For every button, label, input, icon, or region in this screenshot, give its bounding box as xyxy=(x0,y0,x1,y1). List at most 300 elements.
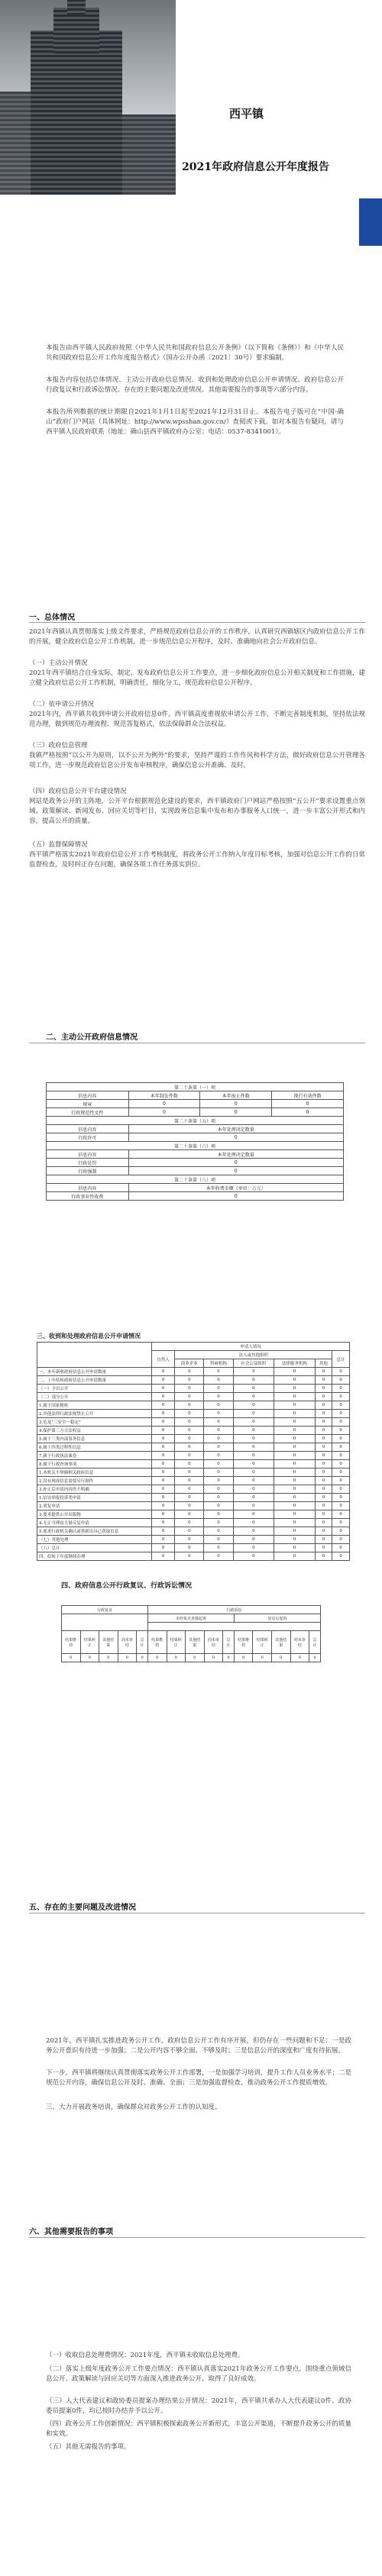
row-label: 4.保护第三方合法权益 xyxy=(37,1427,152,1435)
table-cell: 0 xyxy=(274,1494,316,1502)
table-row xyxy=(37,1435,350,1443)
table-cell: 行政事业性收费 xyxy=(47,1192,129,1201)
col-header: 其他 xyxy=(315,1359,332,1368)
row-label: 1.信访举报投诉类申请 xyxy=(37,1494,152,1502)
table-row xyxy=(37,1418,350,1427)
table-cell: 0 xyxy=(152,1410,175,1418)
table-cell: 0 xyxy=(315,1502,332,1510)
table-cell: 0 xyxy=(147,1654,167,1662)
table-cell: 0 xyxy=(332,1460,350,1469)
table-cell: 0 xyxy=(315,1452,332,1460)
table-cell: 0 xyxy=(274,1460,316,1469)
col-header: 总计 xyxy=(137,1631,148,1654)
section-5-heading: 五、存在的主要问题及改进情况 xyxy=(29,1904,136,1912)
table-cell: 0 xyxy=(152,1469,175,1477)
table-cell: 0 xyxy=(167,1654,186,1662)
table-cell: 0 xyxy=(204,1485,233,1494)
table-cell: 0 xyxy=(233,1443,274,1452)
table-cell: 0 xyxy=(204,1368,233,1376)
table-cell: 0 xyxy=(152,1435,175,1443)
table-cell: 0 xyxy=(152,1401,175,1410)
table-cell: 0 xyxy=(204,1544,233,1552)
cover-town-name: 西平镇 xyxy=(229,107,264,121)
table-cell: 0 xyxy=(332,1510,350,1519)
table-cell: 0 xyxy=(332,1385,350,1393)
section-1-para-2: 2021年内，西平镇共收到申请公开政府信息0件。西平镇高度重视依申请公开工作，不断完善制度机制，坚持依法规范办理，做到规范办理流程、规范答复格式，依法保障群众合法权益。 xyxy=(29,711,365,728)
section-1-para-1: 2021年西平镇结合自身实际，制定、发布政府信息公开工作要点，进一步细化政府信息公开相关制度和工作措施，建立健全政府信息公开工作机制，明确责任，细化分工，规范政府信息公开程序。 xyxy=(29,669,365,687)
table-cell: 0 xyxy=(175,1393,204,1401)
col-header: 本年处理决定数量 xyxy=(128,1150,343,1159)
row-label: 2.没有现成信息需要另行制作 xyxy=(37,1477,152,1485)
table-row xyxy=(37,1544,350,1552)
table-cell: 0 xyxy=(175,1385,204,1393)
table-cell: 0 xyxy=(233,1485,274,1494)
intro-paragraph-3: 本报告所列数据的统计期限自2021年1月1日起至2021年12月31日止。本报告电子版可在“中国·确山”政府门户网站（具体网址：http://www.wpsshan.gov.cn/）查阅或下载。如对本报告有疑问，请与西平镇人民政府联系（地址：确山县西平镇政府办公室；电话：0537-8341001）。 xyxy=(46,408,344,436)
table-cell: 0 xyxy=(274,1393,316,1401)
table-cell: 0 xyxy=(315,1460,332,1469)
row-label: 8.属于行政查询事项 xyxy=(37,1460,152,1469)
table-cell: 0 xyxy=(315,1393,332,1401)
table-cell: 0 xyxy=(152,1427,175,1435)
table-cell: 0 xyxy=(204,1552,233,1561)
table-row xyxy=(37,1452,350,1460)
table-cell: 0 xyxy=(332,1544,350,1552)
col-header: 本年处理决定数量 xyxy=(128,1125,343,1133)
table-cell: 0 xyxy=(204,1443,233,1452)
table-cell: 0 xyxy=(315,1477,332,1485)
table-row xyxy=(37,1477,350,1485)
table-cell: 0 xyxy=(233,1544,274,1552)
col-header-group: 行政诉讼 xyxy=(147,1606,320,1614)
table-cell: 0 xyxy=(253,1654,272,1662)
table-cell: 0 xyxy=(332,1443,350,1452)
table-cell: 0 xyxy=(274,1376,316,1385)
section-5-para-1: 2021年，西平镇扎实推进政务公开工作，政府信息公开工作有序开展，但仍存在一些问题和不足：一是政务公开意识有待进一步加强；二是公开内容不够全面、不够及时；三是信息公开的深度和广度有待拓展。 xyxy=(46,2037,351,2055)
table-cell: 0 xyxy=(274,1401,316,1410)
row-label: 6.属于四类过程性信息 xyxy=(37,1443,152,1452)
table-cell: 规章 xyxy=(47,1100,129,1108)
table-cell: 0 xyxy=(204,1401,233,1410)
table2-block1-head: 第二十条第（一）项 xyxy=(47,1083,344,1091)
table-cell: 0 xyxy=(233,1401,274,1410)
table-cell: 0 xyxy=(332,1401,350,1410)
table-cell: 0 xyxy=(152,1519,175,1527)
table-cell: 0 xyxy=(274,1536,316,1544)
table-cell: 0 xyxy=(332,1469,350,1477)
row-label: 二、上年结转政府信息公开申请数量 xyxy=(37,1376,152,1385)
table-row xyxy=(37,1502,350,1510)
table-cell: 0 xyxy=(175,1443,204,1452)
table-row xyxy=(37,1443,350,1452)
table-cell: 0 xyxy=(274,1519,316,1527)
table-cell: 0 xyxy=(204,1502,233,1510)
table4-spacer xyxy=(147,1623,320,1631)
col-header-group: 未经复议直接起诉 xyxy=(147,1614,234,1623)
col-header: 总计 xyxy=(332,1351,350,1368)
table-cell: 0 xyxy=(175,1410,204,1418)
table-cell: 0 xyxy=(233,1527,274,1536)
section-6-para-5: （五）其他无需报告的事项。 xyxy=(46,2443,131,2451)
table-cell: 0 xyxy=(332,1485,350,1494)
table-cell: 0 xyxy=(80,1654,99,1662)
col-header: 本年收费金额（单位：万元） xyxy=(128,1184,343,1192)
section-6-para-2: （二）落实上级年度政务公开工作要点情况：西平镇认真落实2021年政务公开工作要点，围绕重点领域信息公开、政策解读与回应关切等方面深入推进政务公开，取得了良好成效。 xyxy=(46,2365,351,2383)
table-cell: 0 xyxy=(204,1460,233,1469)
table-cell: 0 xyxy=(233,1494,274,1502)
table-cell: 0 xyxy=(332,1477,350,1485)
table-cell: 0 xyxy=(152,1510,175,1519)
col-header: 本年废止件数 xyxy=(200,1091,272,1100)
table-cell: 0 xyxy=(204,1510,233,1519)
table2-block4-head: 第二十条第（八）项 xyxy=(47,1175,344,1184)
intro-paragraph-1: 本报告由西平镇人民政府按照《中华人民共和国政府信息公开条例》（以下简称《条例》）和《中华人民共和国政府信息公开工作年度报告格式》（国办公开办函〔2021〕30号）要求编制。 xyxy=(46,344,344,362)
col-header: 结果纠正 xyxy=(253,1631,272,1654)
table4-empty-cell xyxy=(62,1614,148,1631)
table-cell: 0 xyxy=(204,1527,233,1536)
table-row xyxy=(37,1552,350,1561)
col-header: 信息内容 xyxy=(47,1091,129,1100)
table3-corner xyxy=(37,1343,152,1368)
table-cell: 0 xyxy=(62,1654,81,1662)
col-header: 尚未审结 xyxy=(204,1631,223,1654)
table-cell: 0 xyxy=(233,1410,274,1418)
table-cell: 0 xyxy=(332,1452,350,1460)
table-cell: 0 xyxy=(315,1469,332,1477)
table-cell: 0 xyxy=(175,1452,204,1460)
table-cell: 0 xyxy=(128,1108,200,1117)
table-cell: 0 xyxy=(204,1654,223,1662)
row-label: 3.要求提供公开出版物 xyxy=(37,1510,152,1519)
section-1-heading: 一、总体情况 xyxy=(29,614,75,622)
section-1-sub-1: （一）主动公开情况 xyxy=(29,659,88,667)
table-cell: 行政规范性文件 xyxy=(47,1108,129,1117)
section-1-para-3: 我镇严格按照“以公开为原则，以不公开为例外”的要求，坚持严谨的工作作风和科学方法，做好政府信息公开管理各项工作，进一步规范政府信息公开发布审核程序，确保信息公开准确、及时。 xyxy=(29,752,365,769)
table-cell: 0 xyxy=(274,1477,316,1485)
table-cell: 0 xyxy=(315,1544,332,1552)
row-label: 1.属于国家秘密 xyxy=(37,1401,152,1410)
cover-accent-bar xyxy=(359,198,382,246)
table-cell: 0 xyxy=(332,1393,350,1401)
table-cell: 行政处罚 xyxy=(47,1159,129,1167)
table-cell: 0 xyxy=(233,1519,274,1527)
table-cell: 0 xyxy=(204,1469,233,1477)
table-cell: 0 xyxy=(175,1502,204,1510)
col-header-group: 法人或其他组织 xyxy=(175,1351,332,1359)
table3-header-top: 申请人情况 xyxy=(152,1343,350,1351)
table-cell: 0 xyxy=(204,1435,233,1443)
row-label: 1.本机关不掌握相关政府信息 xyxy=(37,1469,152,1477)
table-cell: 0 xyxy=(315,1519,332,1527)
table-cell: 0 xyxy=(332,1435,350,1443)
table-cell: 0 xyxy=(175,1494,204,1502)
table-row xyxy=(37,1510,350,1519)
table-cell: 0 xyxy=(315,1443,332,1452)
table-cell: 0 xyxy=(332,1410,350,1418)
table-cell: 0 xyxy=(332,1494,350,1502)
table-cell: 0 xyxy=(274,1385,316,1393)
section-1-para-5: 西平镇严格落实2021年政府信息公开工作考核制度，将政务公开工作纳入年度目标考核，加强对信息公开工作的日常监督检查，及时纠正存在问题，确保各项工作任务落实到位。 xyxy=(29,851,365,869)
col-header: 其他结果 xyxy=(186,1631,205,1654)
col-header: 现行有效件数 xyxy=(272,1091,344,1100)
table-cell: 0 xyxy=(175,1376,204,1385)
table-cell: 0 xyxy=(234,1654,253,1662)
table-row xyxy=(37,1519,350,1527)
table-row xyxy=(37,1469,350,1477)
col-header: 尚未审结 xyxy=(290,1631,309,1654)
col-header: 信息内容 xyxy=(47,1150,129,1159)
table-cell: 0 xyxy=(315,1401,332,1410)
col-header: 尚未审结 xyxy=(118,1631,137,1654)
row-label: （八）总计 xyxy=(37,1544,152,1552)
table2-block3-head: 第二十条第（六）项 xyxy=(47,1142,344,1150)
cover-report-title: 2021年政府信息公开年度报告 xyxy=(182,161,329,173)
table-cell: 0 xyxy=(175,1469,204,1477)
divider xyxy=(29,2237,365,2238)
table-cell: 0 xyxy=(233,1427,274,1435)
table-cell: 0 xyxy=(152,1502,175,1510)
table-proactive-disclosure xyxy=(46,1082,344,1201)
table-cell: 0 xyxy=(233,1376,274,1385)
table-cell: 0 xyxy=(152,1544,175,1552)
table-cell: 0 xyxy=(332,1368,350,1376)
table-cell: 0 xyxy=(274,1410,316,1418)
table-cell: 0 xyxy=(175,1485,204,1494)
table-cell: 0 xyxy=(309,1654,321,1662)
table-cell: 0 xyxy=(274,1368,316,1376)
table-cell: 0 xyxy=(204,1427,233,1435)
col-header: 自然人 xyxy=(152,1351,175,1368)
divider xyxy=(29,622,365,623)
table-cell: 0 xyxy=(152,1527,175,1536)
table-cell: 0 xyxy=(274,1485,316,1494)
table-cell: 0 xyxy=(315,1376,332,1385)
table-cell: 0 xyxy=(233,1477,274,1485)
table-cell: 0 xyxy=(315,1510,332,1519)
table-cell: 0 xyxy=(332,1376,350,1385)
table-cell: 0 xyxy=(315,1552,332,1561)
row-label: （七）其他处理 xyxy=(37,1536,152,1544)
table-cell: 0 xyxy=(175,1536,204,1544)
table-cell: 0 xyxy=(315,1536,332,1544)
table-cell: 0 xyxy=(204,1477,233,1485)
col-header-group: 行政复议 xyxy=(62,1606,148,1614)
table-cell: 0 xyxy=(175,1435,204,1443)
row-label: （二）部分公开 xyxy=(37,1393,152,1401)
table-cell: 0 xyxy=(332,1427,350,1435)
table-cell: 0 xyxy=(332,1536,350,1544)
table-cell: 0 xyxy=(152,1460,175,1469)
col-header: 法律服务机构 xyxy=(274,1359,316,1368)
col-header: 信息内容 xyxy=(47,1125,129,1133)
table-cell: 0 xyxy=(204,1393,233,1401)
table-cell: 0 xyxy=(152,1452,175,1460)
row-label: 4.无正当理由大量反复申请 xyxy=(37,1519,152,1527)
table-cell: 0 xyxy=(332,1502,350,1510)
table-cell: 0 xyxy=(332,1527,350,1536)
table-cell: 0 xyxy=(137,1654,148,1662)
table-cell: 0 xyxy=(274,1443,316,1452)
table-cell: 0 xyxy=(175,1477,204,1485)
table-cell: 0 xyxy=(274,1452,316,1460)
col-header: 其他结果 xyxy=(99,1631,118,1654)
table-cell: 0 xyxy=(233,1460,274,1469)
row-label: 2.其他法律行政法规禁止公开 xyxy=(37,1410,152,1418)
table-cell: 0 xyxy=(152,1418,175,1427)
table-cell: 0 xyxy=(332,1418,350,1427)
table-cell: 0 xyxy=(315,1485,332,1494)
section-1-sub-3: （三）政府信息管理 xyxy=(29,742,88,750)
table-cell: 0 xyxy=(186,1654,205,1662)
col-header: 信息内容 xyxy=(47,1184,129,1192)
col-header: 结果纠正 xyxy=(80,1631,99,1654)
table-cell: 0 xyxy=(152,1536,175,1544)
table-cell: 0 xyxy=(233,1368,274,1376)
section-1-sub-2: （二）依申请公开情况 xyxy=(29,701,95,708)
section-1-lead: 2021年西镇认真贯彻落实上级文件要求，严格规范政府信息公开的工作秩序，认真研究西镇辖区内政府信息公开工作的开展，健全政府信息公开工作机制，进一步规范信息公开程序，及时、准确地向社会公开政府信息。 xyxy=(29,628,365,646)
table-cell: 0 xyxy=(274,1510,316,1519)
row-label: （一）予以公开 xyxy=(37,1385,152,1393)
row-label: 5.要求行政机关确认或重新出具已获取信息 xyxy=(37,1527,152,1536)
row-label: 四、结转下年度继续办理 xyxy=(37,1552,152,1561)
section-6-para-4: （四）政务公开工作创新情况：西平镇积极探索政务公开新形式，丰富公开渠道，不断提升政务公开的质量和实效。 xyxy=(46,2420,351,2438)
table-cell: 0 xyxy=(175,1401,204,1410)
table-cell: 0 xyxy=(152,1368,175,1376)
table-row xyxy=(37,1393,350,1401)
table-cell: 0 xyxy=(200,1100,272,1108)
table-row xyxy=(37,1368,350,1376)
row-label: 3.补正后申请内容仍不明确 xyxy=(37,1485,152,1494)
table-cell: 0 xyxy=(233,1418,274,1427)
cover xyxy=(0,0,382,195)
table-cell: 0 xyxy=(233,1510,274,1519)
table-cell: 0 xyxy=(274,1469,316,1477)
table-cell: 0 xyxy=(233,1469,274,1477)
cover-skyscraper-image xyxy=(0,0,176,195)
table-cell: 0 xyxy=(175,1368,204,1376)
table-cell: 0 xyxy=(274,1544,316,1552)
table-cell: 0 xyxy=(175,1427,204,1435)
table-cell: 0 xyxy=(204,1410,233,1418)
section-6-para-1: （一）收取信息处理费情况：2021年度，西平镇未收取信息处理费。 xyxy=(46,2352,244,2359)
table-cell: 0 xyxy=(274,1552,316,1561)
section-1-sub-5: （五）监督保障情况 xyxy=(29,841,88,849)
table-cell: 0 xyxy=(204,1376,233,1385)
col-header-group: 复议后起诉 xyxy=(234,1614,320,1623)
table-cell: 0 xyxy=(175,1527,204,1536)
row-label: 3.危及“三安全一稳定” xyxy=(37,1418,152,1427)
col-header: 结果维持 xyxy=(234,1631,253,1654)
row-label: 5.属于三类内部事务信息 xyxy=(37,1435,152,1443)
table-cell: 0 xyxy=(233,1536,274,1544)
table-cell: 0 xyxy=(152,1376,175,1385)
table-cell: 行政许可 xyxy=(47,1133,129,1142)
table-cell: 0 xyxy=(315,1435,332,1443)
table-cell: 0 xyxy=(152,1477,175,1485)
col-header: 科研机构 xyxy=(204,1359,233,1368)
col-header: 其他结果 xyxy=(272,1631,291,1654)
table-cell: 0 xyxy=(152,1485,175,1494)
table-cell: 0 xyxy=(128,1133,343,1142)
intro-paragraph-2: 本报告内容包括总体情况、主动公开政府信息情况、收到和处理政府信息公开申请情况、政府信息公开行政复议和行政诉讼情况、存在的主要问题及改进情况、其他需要报告的事项等六部分内容。 xyxy=(46,376,344,394)
table-cell: 0 xyxy=(175,1519,204,1527)
col-header: 结果纠正 xyxy=(167,1631,186,1654)
table-row xyxy=(37,1427,350,1435)
table-row xyxy=(37,1485,350,1494)
table-cell: 0 xyxy=(204,1519,233,1527)
table-cell: 0 xyxy=(233,1385,274,1393)
table-cell: 0 xyxy=(204,1536,233,1544)
table-cell: 0 xyxy=(315,1410,332,1418)
table-cell: 0 xyxy=(233,1435,274,1443)
table-row xyxy=(37,1401,350,1410)
table-cell: 0 xyxy=(274,1502,316,1510)
table-cell: 0 xyxy=(315,1527,332,1536)
table-cell: 0 xyxy=(128,1159,343,1167)
table-cell: 0 xyxy=(274,1435,316,1443)
table-row xyxy=(37,1376,350,1385)
row-label: 2.重复申请 xyxy=(37,1502,152,1510)
col-header: 商业企业 xyxy=(175,1359,204,1368)
col-header: 本年制发件数 xyxy=(128,1091,200,1100)
table-cell: 0 xyxy=(128,1192,343,1201)
col-header: 社会公益组织 xyxy=(233,1359,274,1368)
table-cell: 0 xyxy=(332,1552,350,1561)
table-cell: 0 xyxy=(272,1108,344,1117)
table-cell: 0 xyxy=(223,1654,235,1662)
table-row xyxy=(37,1460,350,1469)
table-row xyxy=(37,1536,350,1544)
table-cell: 0 xyxy=(272,1100,344,1108)
table-cell: 0 xyxy=(204,1418,233,1427)
table-cell: 0 xyxy=(233,1552,274,1561)
table-review-litigation xyxy=(61,1605,321,1662)
col-header: 总计 xyxy=(223,1631,235,1654)
table-cell: 行政强制 xyxy=(47,1167,129,1175)
table-row xyxy=(37,1527,350,1536)
table-cell: 0 xyxy=(233,1452,274,1460)
table-cell: 0 xyxy=(290,1654,309,1662)
section-6-heading: 六、其他需要报告的事项 xyxy=(29,2228,113,2236)
table-row xyxy=(37,1494,350,1502)
col-header: 结果维持 xyxy=(62,1631,81,1654)
table-cell: 0 xyxy=(128,1100,200,1108)
table-cell: 0 xyxy=(175,1544,204,1552)
table-applications xyxy=(37,1342,350,1561)
table-cell: 0 xyxy=(175,1552,204,1561)
section-5-para-3: 三、大力开展政务培训，确保群众对政务公开工作的认知度。 xyxy=(46,2104,222,2111)
table-cell: 0 xyxy=(315,1427,332,1435)
table-cell: 0 xyxy=(332,1519,350,1527)
section-6-para-3: （三）人大代表建议和政协委员提案办理结果公开情况：2021年，西平镇共承办人大代表建议0件、政协委员提案0件，均已按时办结并予以公开。 xyxy=(46,2397,351,2415)
table-cell: 0 xyxy=(204,1385,233,1393)
table-cell: 0 xyxy=(175,1460,204,1469)
table-cell: 0 xyxy=(200,1108,272,1117)
table-cell: 0 xyxy=(204,1452,233,1460)
section-1-sub-4: （四）政府信息公开平台建设情况 xyxy=(29,788,127,795)
table-cell: 0 xyxy=(99,1654,118,1662)
table-row xyxy=(37,1385,350,1393)
col-header: 总计 xyxy=(309,1631,321,1654)
table-cell: 0 xyxy=(272,1654,291,1662)
table-cell: 0 xyxy=(233,1393,274,1401)
section-3-heading: 三、收到和处理政府信息公开申请情况 xyxy=(37,1332,141,1340)
table-cell: 0 xyxy=(204,1494,233,1502)
table-cell: 0 xyxy=(152,1494,175,1502)
section-1-para-4: 网站是政务公开的主阵地，公开平台根据规范化建设的要求，西平镇政府门户网站严格按照“五公开”要求设置重点领域、政策解读、新闻发布、回应关切等栏目，实现政务信息集中发布和办事服务入口统一，进一步丰富公开形式和内容，提高公开的质量。 xyxy=(29,798,365,825)
section-5-para-2: 下一步，西平镇将继续认真贯彻落实政务公开工作部署，一是加强学习培训，提升工作人员业务水平；二是规范公开内容，确保信息公开及时、准确、全面；三是加强监督检查，推动政务公开工作提质增效。 xyxy=(46,2069,351,2087)
section-2-heading: 二、主动公开政府信息情况 xyxy=(46,1033,138,1042)
table-cell: 0 xyxy=(128,1167,343,1175)
